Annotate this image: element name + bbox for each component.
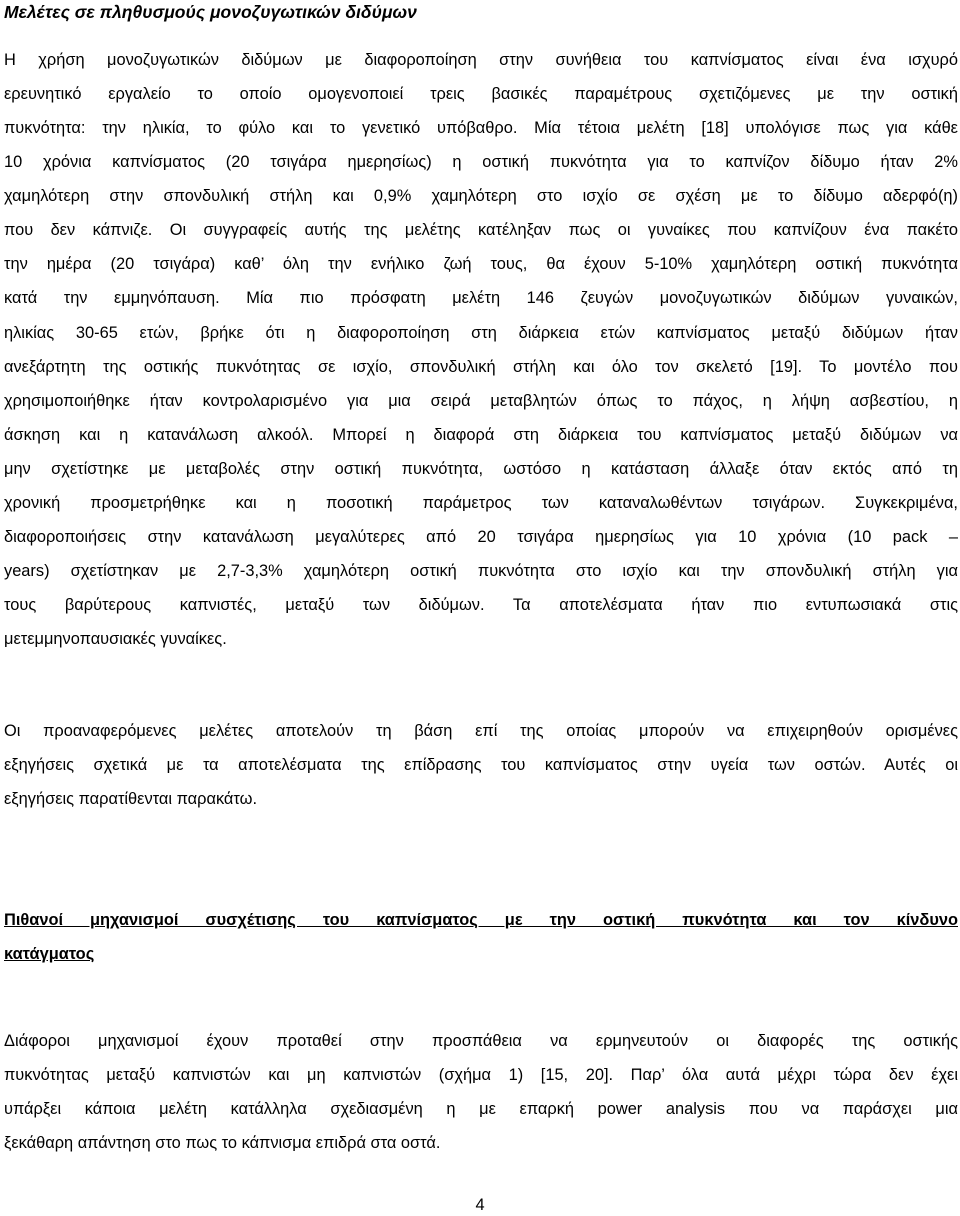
text-line: την ημέρα (20 τσιγάρα) καθ’ όλη την ενήλικο ζωή τους, θα έχουν 5-10% χαμηλότερη οστική πυκνότητα (4, 255, 958, 274)
text-line: ξεκάθαρη απάντηση στο πως το κάπνισμα επιδρά στα οστά. (4, 1134, 441, 1153)
text-line: εξηγήσεις σχετικά με τα αποτελέσματα της επίδρασης του καπνίσματος στην υγεία των οστών. Αυτές οι (4, 756, 958, 775)
text-line: εξηγήσεις παρατίθενται παρακάτω. (4, 790, 258, 809)
text-line: ηλικίας 30-65 ετών, βρήκε ότι η διαφοροποίηση στη διάρκεια ετών καπνίσματος μεταξύ διδύμων ήταν (4, 323, 958, 342)
paragraph-mechanisms (4, 1024, 958, 1160)
text-line: ερευνητικό εργαλείο το οποίο ομογενοποιεί τρεις βασικές παραμέτρους σχετιζόμενες με την οστική (4, 85, 958, 104)
text-line: 10 χρόνια καπνίσματος (20 τσιγάρα ημερησίως) η οστική πυκνότητα για το καπνίζον δίδυμο ήταν 2% (4, 153, 958, 172)
text-line: Οι προαναφερόμενες μελέτες αποτελούν τη βάση επί της οποίας μπορούν να επιχειρηθούν ορισμένες (4, 722, 958, 740)
text-line: πυκνότητα: την ηλικία, το φύλο και το γενετικό υπόβαθρο. Μία τέτοια μελέτη [18] υπολόγισε πως για κάθε (4, 119, 958, 138)
heading-mechanisms (4, 903, 958, 971)
text-line: Η χρήση μονοζυγωτικών διδύμων με διαφοροποίηση στην συνήθεια του καπνίσματος είναι ένα ισχυρό (4, 51, 958, 69)
section-title: Μελέτες σε πληθυσμούς μονοζυγωτικών διδύμων (4, 2, 417, 22)
text-line: κατάγματος (4, 945, 95, 964)
text-line: years) σχετίστηκαν με 2,7-3,3% χαμηλότερη οστική πυκνότητα στο ισχίο και την σπονδυλική στήλη για (4, 561, 958, 580)
text-line: που δεν κάπνιζε. Οι συγγραφείς αυτής της μελέτης κατέληξαν πως οι γυναίκες που καπνίζουν ένα πακέτο (4, 221, 958, 240)
text-line: τους βαρύτερους καπνιστές, μεταξύ των διδύμων. Τα αποτελέσματα ήταν πιο εντυπωσιακά στις (4, 596, 958, 614)
text-line: κατά την εμμηνόπαυση. Μία πιο πρόσφατη μελέτη 146 ζευγών μονοζυγωτικών διδύμων γυναικών, (4, 289, 958, 308)
text-line: πυκνότητας μεταξύ καπνιστών και μη καπνιστών (σχήμα 1) [15, 20]. Παρ’ όλα αυτά μέχρι τώρα δεν έχει (4, 1066, 958, 1085)
page-number: 4 (475, 1196, 485, 1214)
text-line: χρονική προσμετρήθηκε και η ποσοτική παράμετρος των καταναλωθέντων τσιγάρων. Συγκεκριμένα, (4, 493, 958, 512)
text-line: χρησιμοποιήθηκε ήταν κοντρολαρισμένο για μια σειρά μεταβλητών όπως το πάχος, η λήψη ασβεστίου, η (4, 391, 958, 410)
text-line: Πιθανοί μηχανισμοί συσχέτισης του καπνίσματος με την οστική πυκνότητα και τον κίνδυνο (4, 911, 958, 929)
text-line: άσκηση και η κατανάλωση αλκοόλ. Μπορεί η διαφορά στη διάρκεια του καπνίσματος μεταξύ διδύμων να (4, 425, 958, 444)
text-line: υπάρξει κάποια μελέτη κατάλληλα σχεδιασμένη η με επαρκή power analysis που να παράσχει μια (4, 1100, 958, 1119)
text-line: διαφοροποιήσεις στην κατανάλωση μεγαλύτερες από 20 τσιγάρα ημερησίως για 10 χρόνια (10 pack – (4, 527, 958, 546)
text-line: Διάφοροι μηχανισμοί έχουν προταθεί στην προσπάθεια να ερμηνευτούν οι διαφορές της οστικής (4, 1032, 958, 1050)
text-line: ανεξάρτητη της οστικής πυκνότητας σε ισχίο, σπονδυλική στήλη και όλο τον σκελετό [19]. Το μοντέλο που (4, 357, 958, 376)
text-line: μην σχετίστηκε με μεταβολές στην οστική πυκνότητα, ωστόσο η κατάσταση άλλαξε όταν εκτός από τη (4, 459, 958, 478)
paragraph-twin-studies (4, 43, 958, 656)
text-line: μετεμμηνοπαυσιακές γυναίκες. (4, 630, 227, 649)
text-line: χαμηλότερη στην σπονδυλική στήλη και 0,9% χαμηλότερη στο ισχίο σε σχέση με το δίδυμο αδερφό(η) (4, 187, 958, 206)
paragraph-explanations (4, 714, 958, 816)
